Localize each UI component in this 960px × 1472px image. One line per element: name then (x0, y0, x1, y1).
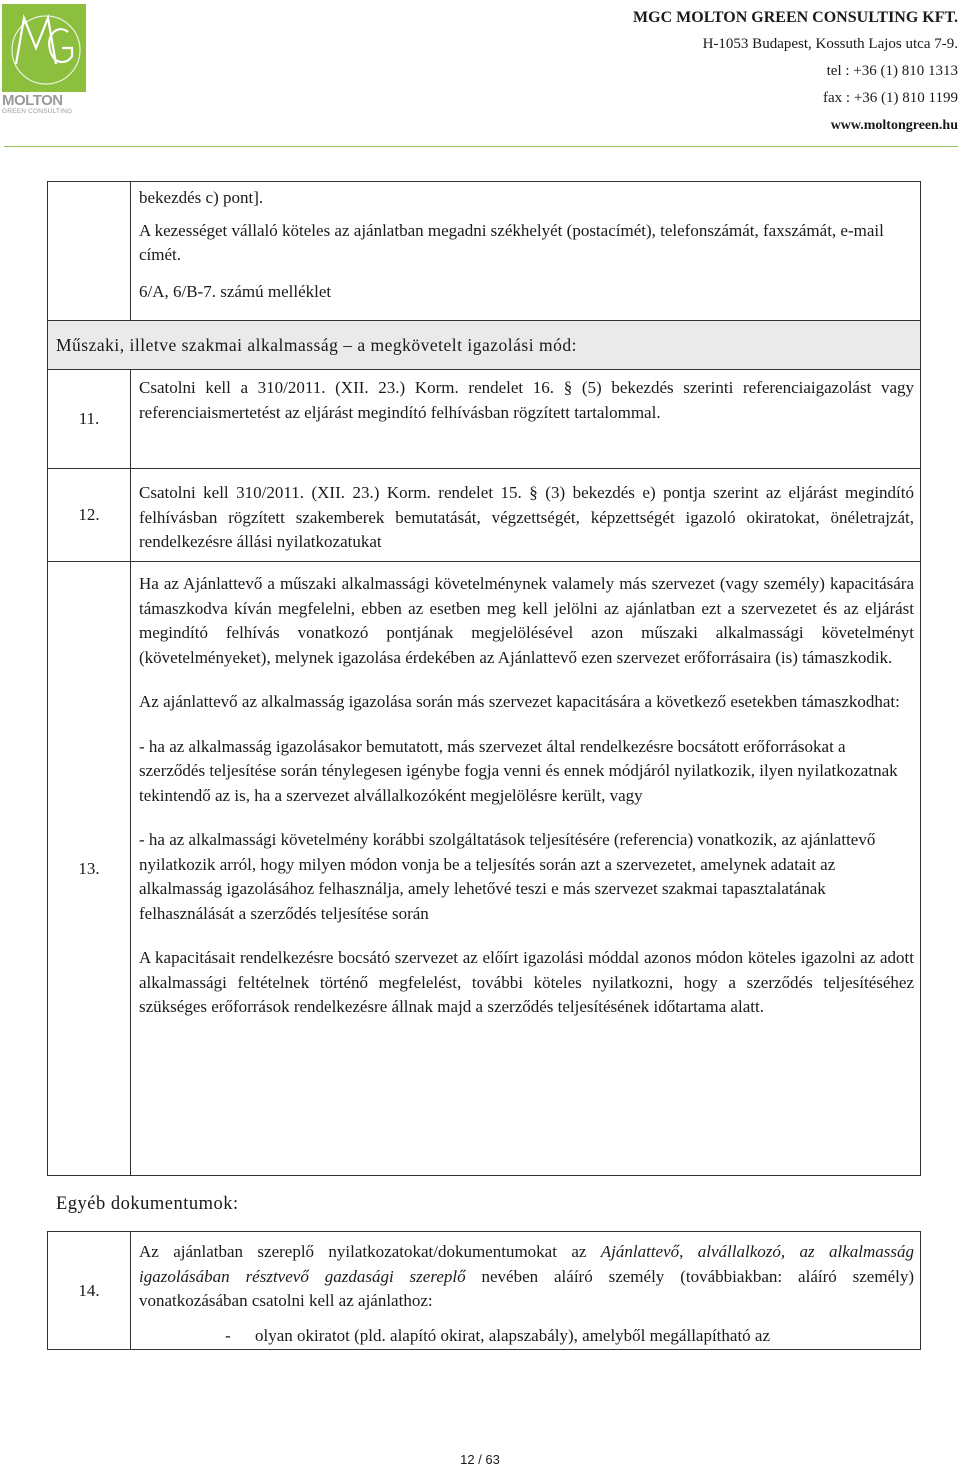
company-info (633, 4, 958, 139)
annex-reference: 6/A, 6/B-7. számú melléklet (139, 281, 332, 301)
row-14-text-b: nevében aláíró személy (továbbiakban: aláíró személy) vonatkozásában csatolni kell az ajánlathoz: (139, 1266, 914, 1310)
header-divider (4, 146, 958, 147)
row-number-11: 11. (48, 370, 131, 469)
mgc-monogram-icon (2, 4, 86, 92)
row-text-cell (131, 182, 921, 321)
row-14-text-a: Az ajánlatban szereplő nyilatkozatokat/dokumentumokat az (139, 1242, 601, 1261)
other-docs-title: Egyéb dokumentumok: (56, 1194, 239, 1214)
row-14-text (139, 1240, 914, 1314)
row-text-12 (131, 469, 921, 562)
row-number-cell (48, 182, 131, 321)
row-text-14 (131, 1232, 921, 1350)
section-header-row (48, 321, 921, 370)
guarantor-paragraph: A kezességet vállaló köteles az ajánlatban megadni székhelyét (postacímét), telefonszámát, faxszámát, e-mail címét. (139, 220, 884, 264)
row-13-p5: A kapacitásait rendelkezésre bocsátó szervezet az előírt igazolási móddal azonos módon köteles igazolni az adott alkalmassági feltételnek történő megfelelést, további köteles nyilatkozni, hogy a szerződés teljesítéséhez szükséges erőforrások rendelkezésre állnak majd a szerződés teljesítésének időtartama alatt. (139, 948, 914, 1016)
logo-tagline: GREEN CONSULTING (2, 108, 73, 115)
company-address: H-1053 Budapest, Kossuth Lajos utca 7-9. (702, 36, 958, 52)
logo-mark (2, 4, 86, 92)
company-web: www.moltongreen.hu (830, 118, 958, 133)
logo-wordmark: MOLTON (2, 92, 63, 109)
table-row (48, 562, 921, 1176)
other-docs-table (47, 1231, 921, 1350)
row-13-p3: - ha az alkalmasság igazolásakor bemutatott, más szervezet által rendelkezésre bocsátott erőforrásokat a szerződés teljesítése során ténylegesen igénybe fogja venni és ennek módjáról nyilatkozik, ilyen nyilatkozatnak tekintendő az is, ha a szervezet alvállalkozóként megjelölésre került, vagy (139, 736, 898, 805)
list-dash: - (225, 1325, 231, 1345)
row-14-text-italic: Ajánlattevő, alvállalkozó, az alkalmasság igazolásában résztvevő gazdasági szereplő (139, 1242, 914, 1286)
company-logo (2, 4, 88, 116)
row-13-p1: Ha az Ajánlattevő a műszaki alkalmassági követelménynek valamely más szervezet (vagy személy) kapacitására támaszkodva kíván megfelelni, ebben az esetben meg kell jelölni az ajánlatban ezt a szervezetet és az eljárást megindító felhívás vonatkozó pontjának megjelölésével azon műszaki alkalmassági követelményt (követelményeket), melynek igazolása érdekében az Ajánlattevő ezen szervezet erőforrásaira (is) támaszkodik. (139, 574, 914, 667)
table-row (48, 1232, 921, 1350)
list-item-text: olyan okiratot (pld. alapító okirat, alapszabály), amelyből megállapítható az (255, 1325, 771, 1345)
row-text-13 (131, 562, 921, 1176)
company-tel: tel : +36 (1) 810 1313 (826, 63, 958, 79)
company-fax: fax : +36 (1) 810 1199 (823, 90, 958, 106)
list-item (139, 1324, 914, 1349)
row-13-p4: - ha az alkalmassági követelmény korábbi szolgáltatások teljesítésére (referencia) vonatkozik, az ajánlattevő nyilatkozik arról, hogy milyen módon vonja be a teljesítés során azt a szervezetet, amelynek adatait az alkalmasság igazolásához felhasználja, amely lehetővé teszi e más szervezet szakmai tapasztalatának felhasználását a szerződés teljesítése során (139, 830, 876, 923)
row-number-14: 14. (48, 1232, 131, 1350)
company-name: MGC MOLTON GREEN CONSULTING KFT. (633, 9, 958, 26)
table-row (48, 370, 921, 469)
section-header: Műszaki, illetve szakmai alkalmasság – a megkövetelt igazolási mód: (48, 321, 921, 370)
row-12-text: Csatolni kell 310/2011. (XII. 23.) Korm. rendelet 15. § (3) bekezdés e) pontja szerint az eljárást megindító felhívásban rögzített szakemberek bemutatását, végzettségét, képzettségét igazoló okiratokat, önéletrajzát, rendelkezésre állási nyilatkozatukat (139, 483, 914, 551)
top-line: bekezdés c) pont]. (139, 188, 264, 207)
row-13-p2: Az ajánlattevő az alkalmasság igazolása során más szervezet kapacitására a következő esetekben támaszkodhat: (139, 692, 900, 711)
row-11-text: Csatolni kell a 310/2011. (XII. 23.) Korm. rendelet 16. § (5) bekezdés szerinti referenciaigazolást vagy referenciaismertetést az eljárást megindító felhívásban rögzített tartalommal. (139, 378, 914, 422)
row-number-12: 12. (48, 469, 131, 562)
page-number: 12 / 63 (460, 1452, 500, 1467)
row-number-13: 13. (48, 562, 131, 1176)
table-row (48, 469, 921, 562)
row-text-11 (131, 370, 921, 469)
table-row (48, 182, 921, 321)
requirements-table (47, 181, 921, 1176)
